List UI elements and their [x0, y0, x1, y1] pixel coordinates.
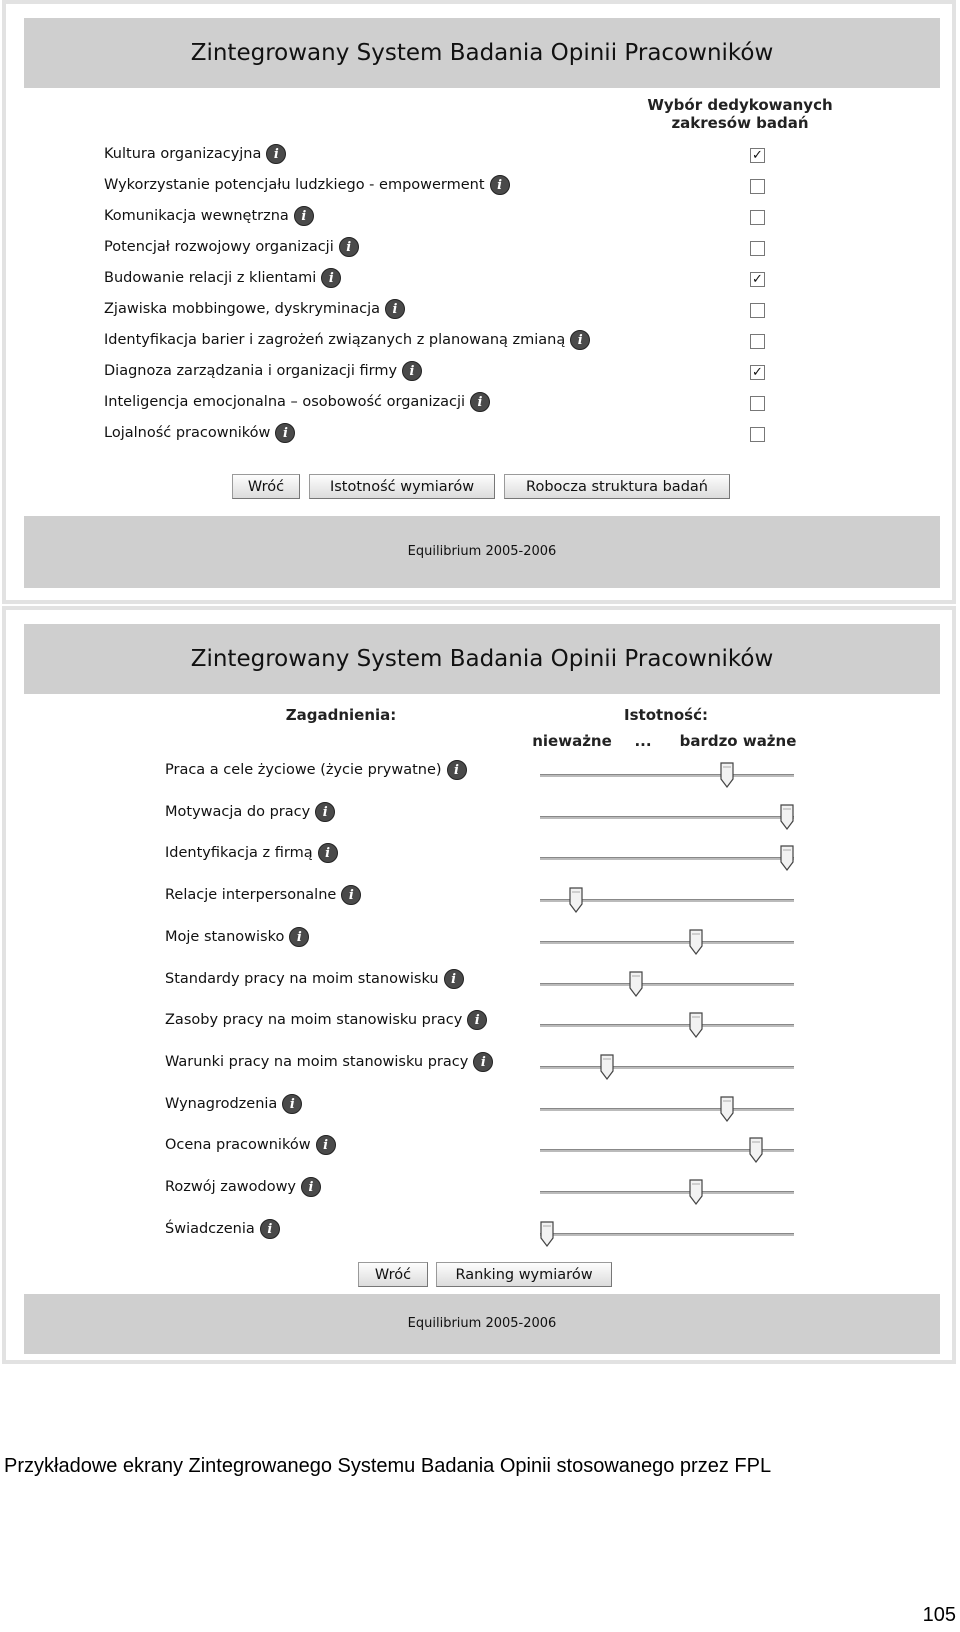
screen1-header-band: [24, 18, 940, 88]
category-row: [104, 392, 490, 412]
importance-slider-thumb[interactable]: [749, 1137, 763, 1163]
screen2-footer: Equilibrium 2005-2006: [407, 1316, 557, 1331]
info-icon[interactable]: i: [316, 1135, 336, 1155]
info-icon[interactable]: i: [282, 1094, 302, 1114]
issue-row: [165, 969, 464, 989]
info-icon[interactable]: i: [301, 1177, 321, 1197]
category-checkbox[interactable]: ✓: [750, 272, 765, 287]
category-label: Diagnoza zarządzania i organizacji firmy: [104, 363, 398, 379]
importance-slider-thumb[interactable]: [780, 845, 794, 871]
issue-label: Zasoby pracy na moim stanowisku pracy: [165, 1012, 463, 1028]
importance-slider-track[interactable]: [540, 816, 794, 819]
info-icon[interactable]: i: [289, 927, 309, 947]
screen1-frame: [2, 0, 956, 604]
issue-row: [165, 802, 335, 822]
info-icon[interactable]: i: [318, 843, 338, 863]
issue-row: [165, 1010, 487, 1030]
screen2-frame: [2, 606, 956, 1364]
issue-row: [165, 1135, 336, 1155]
category-checkbox[interactable]: [750, 427, 765, 442]
importance-slider-thumb[interactable]: [689, 929, 703, 955]
category-row: [104, 299, 405, 319]
importance-slider-track[interactable]: [540, 941, 794, 944]
scale-high-label: bardzo ważne: [679, 732, 797, 750]
issue-row: [165, 1094, 302, 1114]
working-structure-button[interactable]: Robocza struktura badań: [504, 474, 730, 499]
importance-slider-thumb[interactable]: [600, 1054, 614, 1080]
screen1-title: Zintegrowany System Badania Opinii Pracowników: [190, 40, 774, 66]
category-label: Potencjał rozwojowy organizacji: [104, 239, 334, 255]
issue-label: Identyfikacja z firmą: [165, 845, 313, 861]
category-row: [104, 361, 422, 381]
page-number: 105: [922, 1604, 956, 1626]
importance-slider-thumb[interactable]: [689, 1179, 703, 1205]
category-row: [104, 237, 359, 257]
importance-slider-track[interactable]: [540, 1191, 794, 1194]
issue-label: Praca a cele życiowe (życie prywatne): [165, 762, 442, 778]
issue-label: Motywacja do pracy: [165, 804, 311, 820]
issue-label: Rozwój zawodowy: [165, 1179, 297, 1195]
importance-slider-thumb[interactable]: [720, 1096, 734, 1122]
screen1-footer: Equilibrium 2005-2006: [407, 544, 557, 559]
screen2-footer-band: [24, 1294, 940, 1354]
importance-slider-track[interactable]: [540, 1233, 794, 1236]
info-icon[interactable]: i: [294, 206, 314, 226]
category-checkbox[interactable]: [750, 210, 765, 225]
category-row: [104, 144, 286, 164]
info-icon[interactable]: i: [467, 1010, 487, 1030]
category-label: Budowanie relacji z klientami: [104, 270, 317, 286]
issues-header: Zagadnienia:: [285, 706, 397, 724]
category-row: [104, 206, 314, 226]
info-icon[interactable]: i: [470, 392, 490, 412]
issue-label: Moje stanowisko: [165, 929, 285, 945]
category-checkbox[interactable]: ✓: [750, 148, 765, 163]
importance-slider-thumb[interactable]: [629, 971, 643, 997]
dedicated-scope-header: [620, 96, 860, 132]
issue-label: Relacje interpersonalne: [165, 887, 337, 903]
importance-slider-thumb[interactable]: [689, 1012, 703, 1038]
importance-slider-thumb[interactable]: [780, 804, 794, 830]
scale-mid-label: ...: [634, 732, 652, 750]
importance-slider-track[interactable]: [540, 983, 794, 986]
back-button-2[interactable]: Wróć: [358, 1262, 428, 1287]
category-row: [104, 423, 295, 443]
figure-caption: Przykładowe ekrany Zintegrowanego Systemu Badania Opinii stosowanego przez FPL: [4, 1455, 772, 1477]
importance-slider-track[interactable]: [540, 857, 794, 860]
importance-slider-track[interactable]: [540, 1108, 794, 1111]
info-icon[interactable]: i: [260, 1219, 280, 1239]
category-checkbox[interactable]: ✓: [750, 365, 765, 380]
category-label: Lojalność pracowników: [104, 425, 271, 441]
info-icon[interactable]: i: [266, 144, 286, 164]
category-checkbox[interactable]: [750, 179, 765, 194]
info-icon[interactable]: i: [385, 299, 405, 319]
importance-slider-thumb[interactable]: [569, 887, 583, 913]
info-icon[interactable]: i: [341, 885, 361, 905]
category-checkbox[interactable]: [750, 396, 765, 411]
category-checkbox[interactable]: [750, 303, 765, 318]
importance-button[interactable]: Istotność wymiarów: [309, 474, 495, 499]
importance-slider-track[interactable]: [540, 774, 794, 777]
ranking-button[interactable]: Ranking wymiarów: [436, 1262, 612, 1287]
category-label: Komunikacja wewnętrzna: [104, 208, 289, 224]
screen2-title: Zintegrowany System Badania Opinii Pracowników: [190, 646, 774, 672]
issue-row: [165, 1052, 493, 1072]
info-icon[interactable]: i: [315, 802, 335, 822]
issue-row: [165, 927, 309, 947]
info-icon[interactable]: i: [321, 268, 341, 288]
issue-label: Wynagrodzenia: [165, 1096, 278, 1112]
issue-row: [165, 843, 338, 863]
importance-slider-thumb[interactable]: [720, 762, 734, 788]
category-row: [104, 330, 590, 350]
screen1-footer-band: [24, 516, 940, 588]
importance-slider-thumb[interactable]: [540, 1221, 554, 1247]
category-checkbox[interactable]: [750, 241, 765, 256]
category-label: Wykorzystanie potencjału ludzkiego - empowerment: [104, 177, 485, 193]
issue-row: [165, 1177, 321, 1197]
issue-row: [165, 760, 467, 780]
importance-slider-track[interactable]: [540, 1066, 794, 1069]
category-row: [104, 175, 510, 195]
category-label: Identyfikacja barier i zagrożeń związanych z planowaną zmianą: [104, 332, 566, 348]
info-icon[interactable]: i: [275, 423, 295, 443]
dedicated-scope-header-line2: zakresów badań: [671, 114, 809, 132]
dedicated-scope-header-line1: Wybór dedykowanych: [647, 96, 833, 114]
category-label: Zjawiska mobbingowe, dyskryminacja: [104, 301, 381, 317]
category-checkbox[interactable]: [750, 334, 765, 349]
issue-label: Świadczenia: [165, 1221, 255, 1237]
info-icon[interactable]: i: [447, 760, 467, 780]
category-label: Inteligencja emocjonalna – osobowość organizacji: [104, 394, 466, 410]
importance-header: Istotność:: [624, 706, 708, 724]
category-label: Kultura organizacyjna: [104, 146, 262, 162]
category-row: [104, 268, 341, 288]
issue-label: Ocena pracowników: [165, 1137, 311, 1153]
info-icon[interactable]: i: [339, 237, 359, 257]
issue-row: [165, 885, 361, 905]
info-icon[interactable]: i: [444, 969, 464, 989]
info-icon[interactable]: i: [570, 330, 590, 350]
info-icon[interactable]: i: [473, 1052, 493, 1072]
issue-label: Warunki pracy na moim stanowisku pracy: [165, 1054, 469, 1070]
back-button[interactable]: Wróć: [232, 474, 300, 499]
info-icon[interactable]: i: [402, 361, 422, 381]
screen2-header-band: [24, 624, 940, 694]
issue-row: [165, 1219, 280, 1239]
issue-label: Standardy pracy na moim stanowisku: [165, 971, 439, 987]
importance-slider-track[interactable]: [540, 1024, 794, 1027]
scale-low-label: nieważne: [532, 732, 612, 750]
info-icon[interactable]: i: [490, 175, 510, 195]
